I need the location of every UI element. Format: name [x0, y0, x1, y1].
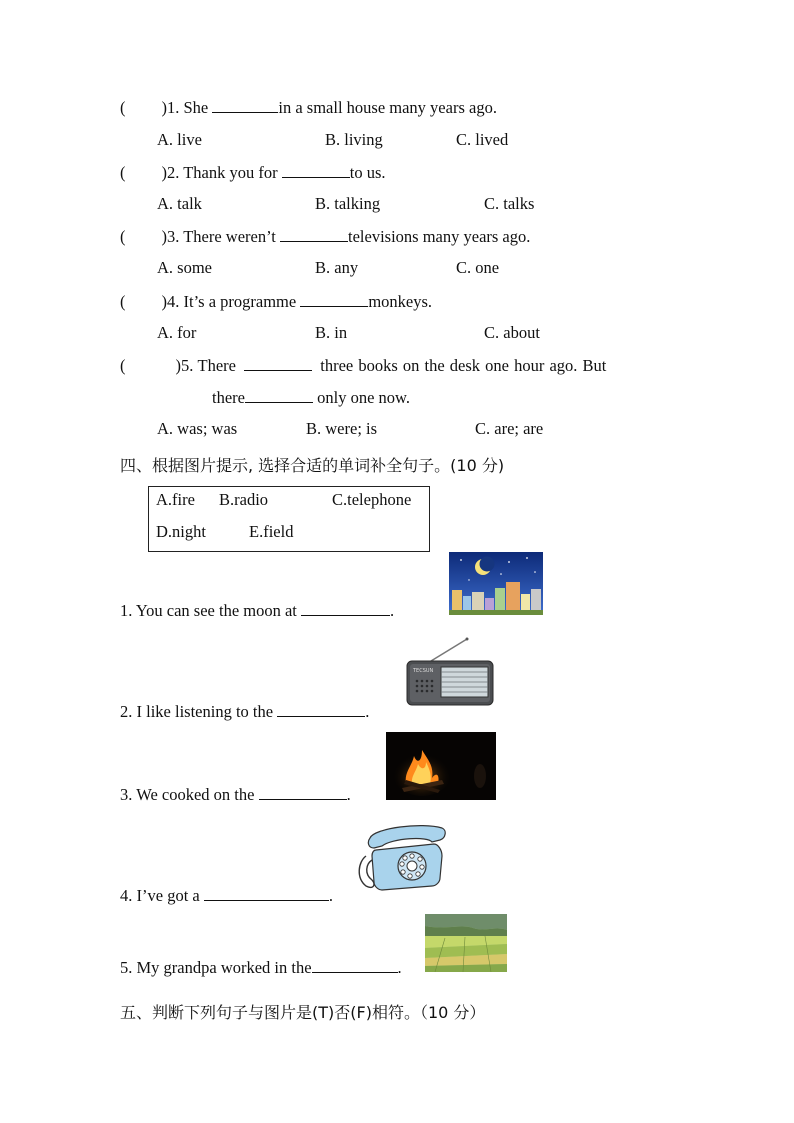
answer-blank[interactable] [301, 600, 390, 616]
answer-paren-open[interactable]: ( [120, 292, 126, 311]
question-1: ( )1. She in a small house many years ago. [120, 98, 497, 117]
telephone-picture [352, 820, 450, 892]
section-4-title: 四、根据图片提示, 选择合适的单词补全句子。(10 分) [120, 456, 505, 475]
answer-blank[interactable] [244, 355, 312, 371]
sentence-4: 4. I’ve got a . [120, 886, 333, 905]
night-city-picture [449, 552, 543, 615]
word-option: D.night [156, 522, 206, 541]
answer-blank[interactable] [300, 291, 368, 307]
question-3: ( )3. There weren’t televisions many years ago. [120, 227, 531, 246]
word-option: B.radio [219, 490, 269, 509]
option-b[interactable]: B. living [325, 130, 383, 149]
sentence-3: 3. We cooked on the . [120, 785, 351, 804]
answer-blank[interactable] [277, 701, 365, 717]
answer-blank[interactable] [312, 957, 398, 973]
option-c[interactable]: C. lived [456, 130, 509, 149]
answer-blank[interactable] [212, 97, 278, 113]
radio-picture [405, 637, 495, 707]
field-picture [425, 914, 507, 972]
option-a[interactable]: A. live [157, 130, 202, 149]
answer-paren-open[interactable]: ( [120, 356, 126, 375]
answer-paren-open[interactable]: ( [120, 98, 126, 117]
option-a[interactable]: A. talk [157, 194, 202, 213]
option-b[interactable]: B. in [315, 323, 348, 342]
question-2: ( )2. Thank you for to us. [120, 163, 386, 182]
fire-picture [386, 732, 496, 800]
radio-brand-label: TECSUN [413, 668, 434, 674]
option-a[interactable]: A. was; was [157, 419, 238, 438]
sentence-1: 1. You can see the moon at . [120, 601, 395, 620]
option-c[interactable]: C. about [484, 323, 540, 342]
sentence-2: 2. I like listening to the . [120, 702, 370, 721]
word-option: E.field [249, 522, 294, 541]
question-text-before: She [183, 98, 213, 117]
option-c[interactable]: C. are; are [475, 419, 544, 438]
option-b[interactable]: B. any [315, 258, 359, 277]
question-5-line2: there only one now. [212, 388, 410, 407]
word-option: C.telephone [332, 490, 412, 509]
answer-paren-open[interactable]: ( [120, 227, 126, 246]
answer-blank[interactable] [282, 162, 350, 178]
answer-blank[interactable] [245, 387, 313, 403]
section-5-title: 五、判断下列句子与图片是(T)否(F)相符。（10 分） [120, 1003, 486, 1022]
sentence-5: 5. My grandpa worked in the . [120, 958, 402, 977]
answer-blank[interactable] [259, 784, 347, 800]
word-bank [148, 486, 430, 552]
option-a[interactable]: A. for [157, 323, 197, 342]
answer-blank[interactable] [204, 885, 329, 901]
answer-paren-open[interactable]: ( [120, 163, 126, 182]
option-b[interactable]: B. talking [315, 194, 381, 213]
answer-blank[interactable] [280, 226, 348, 242]
word-option: A.fire [156, 490, 195, 509]
question-5: ( )5. There three books on the desk one hour ago. But [120, 356, 607, 375]
option-a[interactable]: A. some [157, 258, 212, 277]
option-c[interactable]: C. one [456, 258, 500, 277]
option-b[interactable]: B. were; is [306, 419, 378, 438]
option-c[interactable]: C. talks [484, 194, 535, 213]
question-4: ( )4. It’s a programme monkeys. [120, 292, 433, 311]
